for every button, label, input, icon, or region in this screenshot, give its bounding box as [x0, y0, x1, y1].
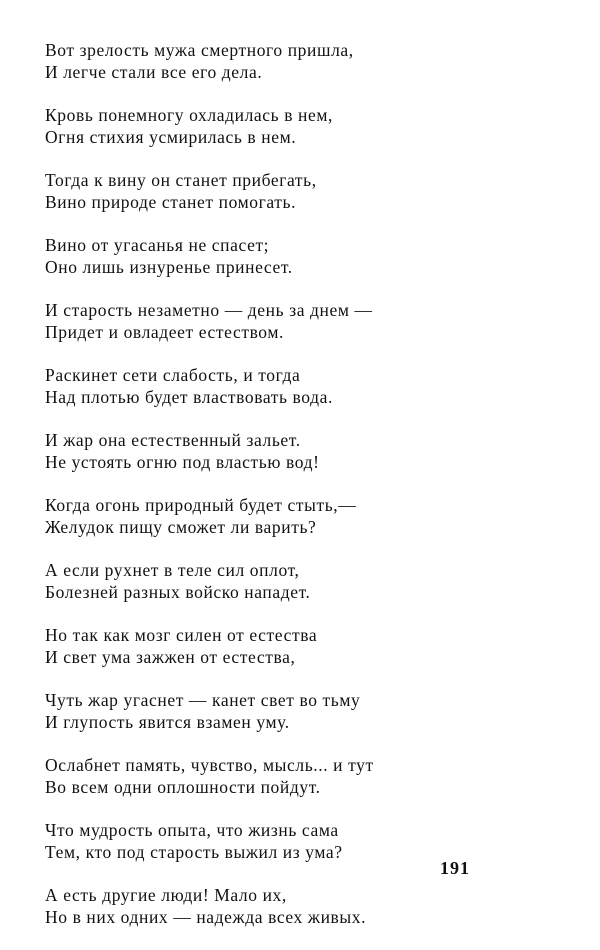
page-number: 191: [440, 858, 470, 878]
poem-line: Кровь понемногу охладилась в нем,: [45, 105, 334, 125]
stanza: [45, 300, 565, 343]
poem-line: Во всем одни оплошности пойдут.: [45, 776, 321, 797]
stanza: [45, 755, 565, 798]
stanza: [45, 40, 565, 83]
stanza: [45, 495, 565, 538]
poem-line: Что мудрость опыта, что жизнь сама: [45, 820, 339, 840]
poem-line: Тогда к вину он станет прибегать,: [45, 170, 317, 190]
poem-line: Вино от угасанья не спасет;: [45, 235, 270, 255]
poem-line: И старость незаметно — день за днем —: [45, 300, 373, 320]
poem-line: Раскинет сети слабость, и тогда: [45, 365, 301, 385]
poem-line: И легче стали все его дела.: [45, 61, 263, 82]
poem-line: Желудок пищу сможет ли варить?: [45, 516, 317, 537]
poem-line: Огня стихия усмирилась в нем.: [45, 126, 297, 147]
stanza: [45, 690, 565, 733]
stanza: [45, 625, 565, 668]
poem-line: Тем, кто под старость выжил из ума?: [45, 841, 343, 862]
poem-line: Над плотью будет властвовать вода.: [45, 386, 333, 407]
poem-line: А если рухнет в теле сил оплот,: [45, 560, 300, 580]
poem-line: Но в них одних — надежда всех живых.: [45, 906, 367, 927]
poem-line: А есть другие люди! Мало их,: [45, 885, 287, 905]
stanza: [45, 235, 565, 278]
stanza: [45, 430, 565, 473]
poem-line: И жар она естественный зальет.: [45, 430, 301, 450]
stanza: [45, 820, 565, 863]
stanza: [45, 560, 565, 603]
poem-line: Вот зрелость мужа смертного пришла,: [45, 40, 354, 60]
poem-line: Болезней разных войско нападет.: [45, 581, 311, 602]
poem-line: Ослабнет память, чувство, мысль... и тут: [45, 755, 374, 775]
poem-line: Оно лишь изнуренье принесет.: [45, 256, 293, 277]
poem-text: [45, 40, 565, 950]
poem-line: Когда огонь природный будет стыть,—: [45, 495, 357, 515]
stanza: [45, 170, 565, 213]
stanza: [45, 365, 565, 408]
poem-line: Придет и овладеет естеством.: [45, 321, 284, 342]
poem-line: Не устоять огню под властью вод!: [45, 451, 320, 472]
poem-line: Чуть жар угаснет — канет свет во тьму: [45, 690, 361, 710]
poem-line: Вино природе станет помогать.: [45, 191, 297, 212]
poem-line: И глупость явится взамен уму.: [45, 711, 290, 732]
poem-line: И свет ума зажжен от естества,: [45, 646, 296, 667]
poem-line: Но так как мозг силен от естества: [45, 625, 318, 645]
stanza: [45, 105, 565, 148]
